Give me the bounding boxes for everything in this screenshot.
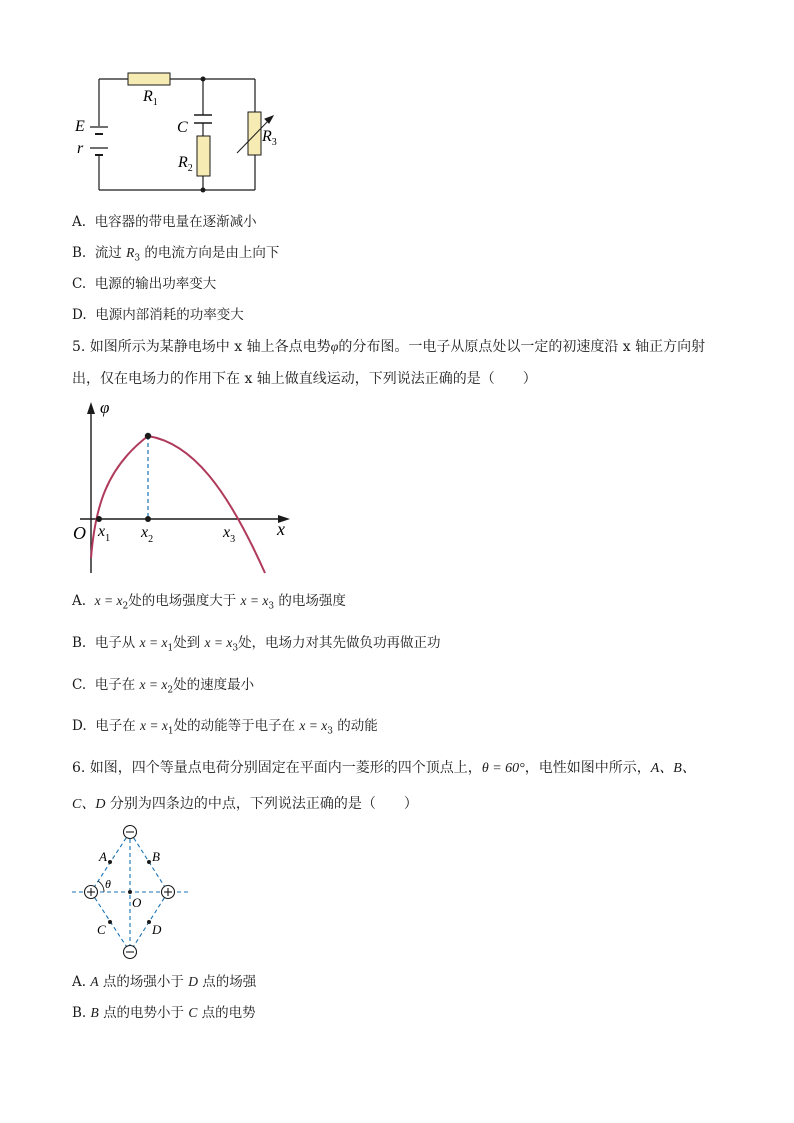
circuit-diagram (70, 66, 290, 206)
q5-option-b: B. 电子从 $x = x_1$处到 $x = x_3$处，电场力对其先做负功再做正功 (72, 635, 441, 654)
label-c: C (177, 119, 188, 136)
label-o: O (132, 895, 142, 910)
junction-bottom (201, 188, 206, 193)
junction-top (201, 77, 206, 82)
q6-option-b: B. B 点的电势小于 C 点的电势 (72, 1005, 256, 1021)
label-r1: $R_1$ (143, 88, 158, 108)
label-r3: $R_3$ (262, 128, 277, 148)
point-c (108, 920, 112, 924)
y-axis-label: φ (100, 398, 110, 417)
label-r: r (77, 140, 84, 157)
label-theta: θ (105, 877, 111, 891)
q6-option-a: A. A 点的场强小于 D 点的场强 (72, 974, 257, 990)
q5-stem-line1: 5. 如图所示为某静电场中 x 轴上各点电势φ的分布图。一电子从原点处以一定的初速度沿 x 轴正方向射 (72, 339, 706, 355)
theta-arc (98, 881, 104, 892)
point-b (147, 860, 151, 864)
x2-point (145, 516, 151, 522)
potential-graph (72, 398, 302, 578)
rhombus-figure (70, 824, 200, 964)
q4-option-a: A. 电容器的带电量在逐渐减小 (72, 214, 257, 230)
q5-option-d: D. 电子在 $x = x_1$处的动能等于电子在 $x = x_3$ 的动能 (72, 718, 378, 737)
tick-x1: $x_1$ (98, 523, 111, 544)
potential-curve (91, 436, 265, 573)
point-a (108, 860, 112, 864)
label-r2: $R_2$ (178, 154, 193, 174)
q6-stem-line1: 6. 如图，四个等量点电荷分别固定在平面内一菱形的四个顶点上，θ = 60°，电性如图中所示，A、B、 (72, 760, 696, 776)
label-c: C (97, 922, 106, 937)
q6-stem-line2: C、D 分别为四条边的中点，下列说法正确的是（ ） (72, 796, 418, 812)
label-b: B (152, 849, 160, 864)
origin-label: O (73, 523, 86, 543)
resistor-r3 (248, 112, 261, 155)
x-axis-label: x (277, 519, 285, 539)
peak-point (145, 433, 151, 439)
point-d (147, 920, 151, 924)
label-a: A (99, 849, 107, 864)
y-axis-arrow-icon (87, 402, 95, 414)
tick-x3: $x_3$ (223, 524, 236, 545)
label-e: E (75, 118, 85, 135)
q4-option-b: B. 流过 $R_3$ 的电流方向是由上向下 (72, 245, 280, 264)
label-d: D (152, 922, 162, 937)
q5-option-a: A. $x = x_2$处的电场强度大于 $x = x_3$ 的电场强度 (72, 593, 346, 612)
resistor-r2 (197, 136, 210, 176)
positive-charge-left-icon (85, 886, 98, 899)
x1-point (96, 516, 102, 522)
q4-option-c: C. 电源的输出功率变大 (72, 276, 217, 292)
q5-option-c: C. 电子在 $x = x_2$处的速度最小 (72, 677, 255, 696)
battery-symbol (90, 127, 108, 155)
positive-charge-right-icon (162, 886, 175, 899)
q5-stem-line2: 出，仅在电场力的作用下在 x 轴上做直线运动，下列说法正确的是（ ） (72, 371, 537, 387)
resistor-r1 (128, 73, 170, 85)
tick-x2: $x_2$ (141, 524, 154, 545)
negative-charge-top-icon (124, 826, 137, 839)
q4-option-d: D. 电源内部消耗的功率变大 (72, 307, 244, 323)
capacitor-symbol (194, 115, 212, 123)
point-o (128, 890, 132, 894)
negative-charge-bottom-icon (124, 946, 137, 959)
